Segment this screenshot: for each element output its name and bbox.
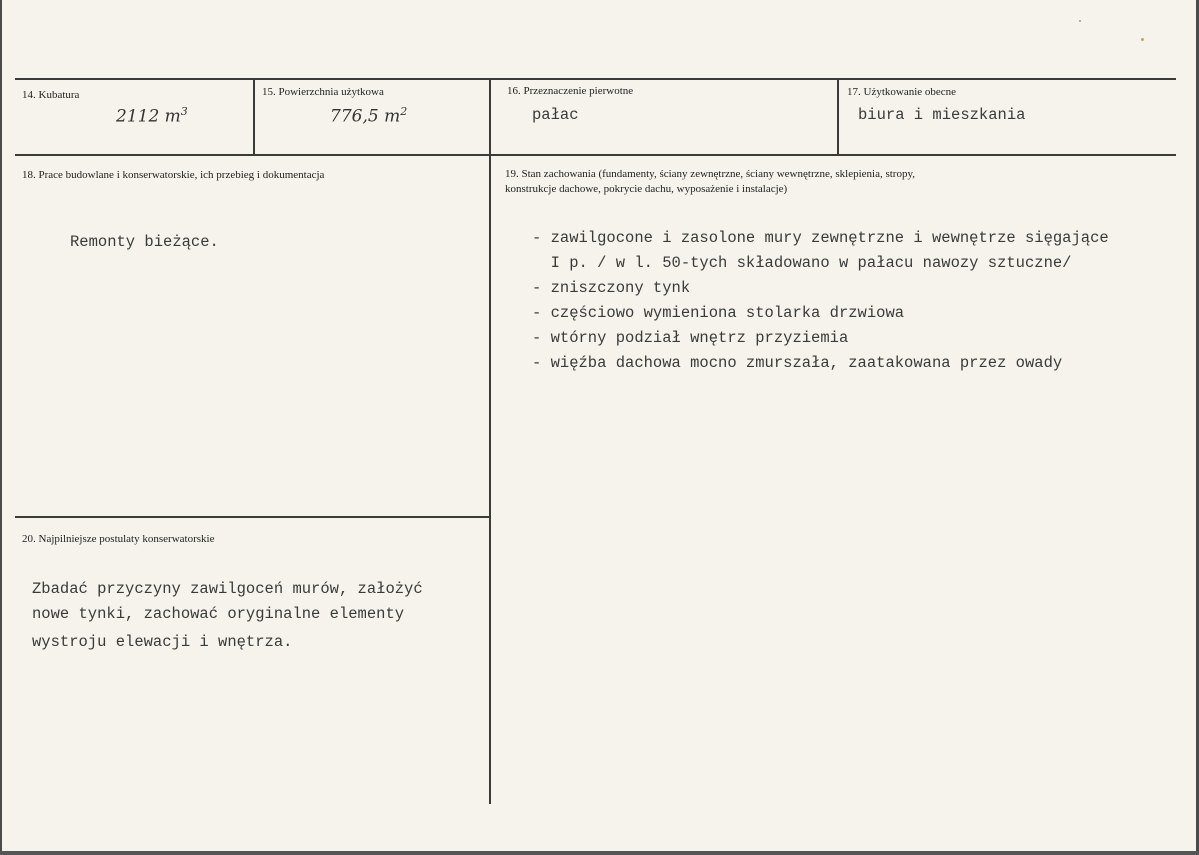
field-19-line-6: - więźba dachowa mocno zmurszała, zaatakowana przez owady <box>532 354 1063 372</box>
divider-14-15 <box>253 78 255 156</box>
field-14-exponent: 3 <box>180 105 188 118</box>
field-20-line-1: Zbadać przyczyny zawilgoceń murów, założyć <box>32 580 423 598</box>
field-19-line-3: - zniszczony tynk <box>532 279 691 297</box>
divider-15-16 <box>489 78 491 804</box>
paper-speck <box>1141 38 1144 41</box>
field-19-line-5: - wtórny podział wnętrz przyziemia <box>532 329 849 347</box>
row1-bottom-rule <box>15 154 1176 156</box>
field20-top-rule <box>15 516 490 518</box>
field-20-label: 20. Najpilniejsze postulaty konserwatorskie <box>22 533 215 545</box>
paper-speck <box>1079 20 1081 22</box>
field-14-value <box>116 105 188 127</box>
field-18-value: Remonty bieżące. <box>70 233 219 251</box>
field-19-line-1: - zawilgocone i zasolone mury zewnętrzne i wewnętrze sięgające <box>532 229 1109 247</box>
field-19-line-4: - częściowo wymieniona stolarka drzwiowa <box>532 304 905 322</box>
field-20-line-3: wystroju elewacji i wnętrza. <box>32 633 293 651</box>
field-15-exponent: 2 <box>400 105 408 118</box>
field-16-label: 16. Przeznaczenie pierwotne <box>507 85 634 97</box>
top-rule <box>15 78 1176 80</box>
field-19-label-line1: 19. Stan zachowania (fundamenty, ściany zewnętrzne, ściany wewnętrzne, sklepienia, stropy, <box>505 168 916 180</box>
field-17-value: biura i mieszkania <box>858 106 1026 124</box>
field-19-line-2: I p. / w l. 50-tych składowano w pałacu nawozy sztuczne/ <box>532 254 1072 272</box>
card-left-edge <box>0 0 2 855</box>
field-15-number: 776,5 m <box>330 106 401 127</box>
field-15-label: 15. Powierzchnia użytkowa <box>262 86 384 98</box>
field-18-label: 18. Prace budowlane i konserwatorskie, ich przebieg i dokumentacja <box>22 169 325 181</box>
field-16-value: pałac <box>532 106 579 124</box>
field-14-label: 14. Kubatura <box>22 89 80 101</box>
field-15-value <box>330 105 407 127</box>
field-20-line-2: nowe tynki, zachować oryginalne elementy <box>32 605 405 623</box>
field-17-label: 17. Użytkowanie obecne <box>847 86 957 98</box>
divider-16-17 <box>837 78 839 156</box>
field-19-label-line2: konstrukcje dachowe, pokrycie dachu, wyposażenie i instalacje) <box>505 183 788 195</box>
card-bottom-edge <box>0 851 1199 855</box>
field-14-number: 2112 m <box>116 106 181 127</box>
